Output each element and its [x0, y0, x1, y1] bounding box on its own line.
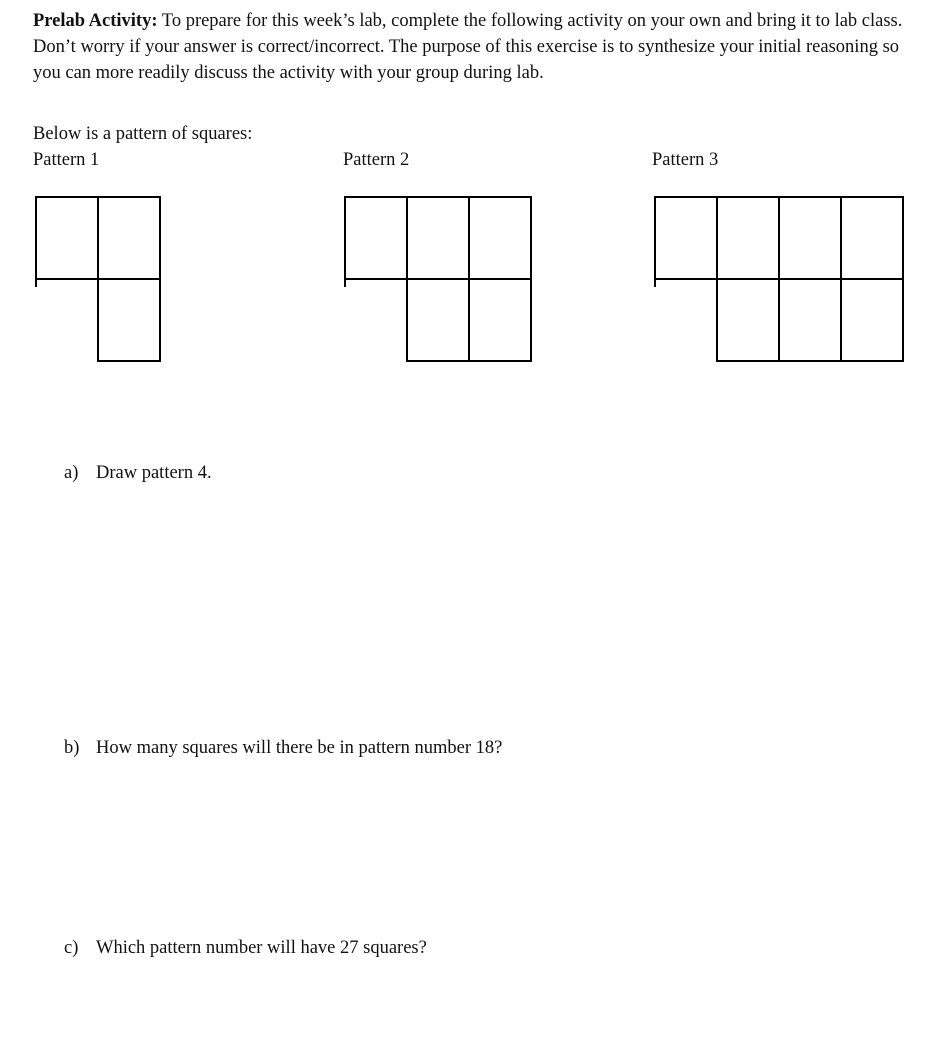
pattern-2-top-square — [345, 197, 407, 279]
pattern-3-bottom-square — [841, 279, 903, 361]
pattern-2-bottom-square — [407, 279, 469, 361]
pattern-3-figure — [654, 196, 908, 362]
pattern-1-top-square — [98, 197, 160, 279]
question-b — [64, 735, 502, 761]
intro-paragraph — [33, 8, 913, 86]
pattern-3-top-square — [779, 197, 841, 279]
pattern-3-top-square — [655, 197, 717, 279]
pattern-2-label: Pattern 2 — [343, 150, 410, 170]
pattern-1-label: Pattern 1 — [33, 150, 100, 170]
pattern-2-top-square — [469, 197, 531, 279]
question-b-text: How many squares will there be in pattern number 18? — [96, 738, 503, 758]
pattern-2-figure — [344, 196, 536, 362]
intro-heading: Prelab Activity: — [33, 11, 158, 31]
pattern-lead-text: Below is a pattern of squares: — [33, 124, 253, 144]
question-b-label: b) — [64, 738, 80, 758]
pattern-1-figure — [35, 196, 165, 362]
question-c-label: c) — [64, 938, 79, 958]
intro-text: To prepare for this week’s lab, complete the following activity on your own and bring it to lab class. Don’t worry if your answer is correct/incorrect. The purpose of this exercise is to synthesize your initial reasoning so you can more readily discuss the activity with your group during lab. — [33, 11, 903, 83]
question-c-text: Which pattern number will have 27 squares? — [96, 938, 427, 958]
pattern-1-top-square — [36, 197, 98, 279]
pattern-2-top-square — [407, 197, 469, 279]
pattern-1-bottom-square — [98, 279, 160, 361]
pattern-3-bottom-square — [717, 279, 779, 361]
pattern-3-label: Pattern 3 — [652, 150, 719, 170]
question-a — [64, 460, 212, 486]
pattern-3-top-square — [717, 197, 779, 279]
question-a-text: Draw pattern 4. — [96, 463, 212, 483]
question-a-label: a) — [64, 463, 79, 483]
pattern-2-bottom-square — [469, 279, 531, 361]
pattern-3-bottom-square — [779, 279, 841, 361]
pattern-3-top-square — [841, 197, 903, 279]
question-c — [64, 935, 427, 961]
